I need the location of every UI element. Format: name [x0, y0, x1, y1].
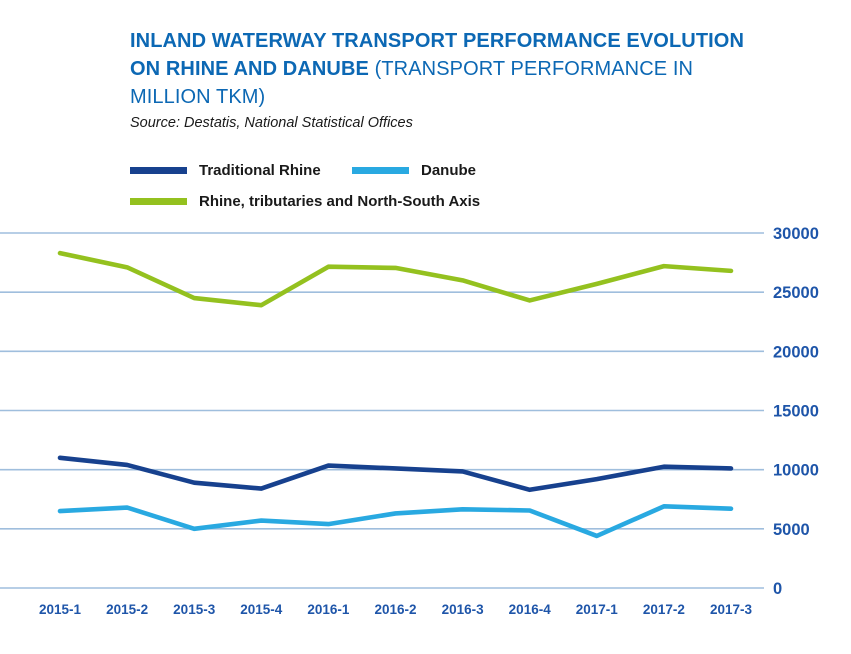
x-axis-tick-label: 2015-3: [173, 602, 216, 617]
x-axis-tick-label: 2016-4: [508, 602, 551, 617]
x-axis-tick-label: 2015-2: [106, 602, 149, 617]
y-axis-tick-label: 0: [773, 580, 783, 598]
chart-title-main: INLAND WATERWAY TRANSPORT PERFORMANCE EVOLUTION ON RHINE AND DANUBE: [130, 30, 744, 80]
x-axis-tick-label: 2016-1: [307, 602, 350, 617]
y-axis-tick-label: 30000: [773, 225, 819, 243]
x-axis-tick-label: 2015-4: [240, 602, 283, 617]
x-axis-tick-label: 2017-2: [642, 602, 685, 617]
legend-label-danube: Danube: [421, 161, 477, 179]
x-axis-tick-label: 2015-1: [38, 602, 82, 617]
x-axis-tick-label: 2016-3: [441, 602, 484, 617]
x-axis-tick-label: 2017-1: [575, 602, 618, 617]
series-line-danube: [60, 506, 731, 536]
legend-label-traditional-rhine: Traditional Rhine: [199, 161, 321, 179]
chart-title-subtitle: (TRANSPORT PERFORMANCE IN MILLION TKM): [130, 58, 694, 108]
source-attribution: Source: Destatis, National Statistical Offices: [130, 115, 413, 131]
y-axis-tick-label: 25000: [773, 284, 819, 303]
x-axis-tick-label: 2016-2: [374, 602, 417, 617]
y-axis-tick-label: 5000: [773, 520, 810, 539]
series-line-traditional-rhine: [60, 458, 731, 490]
legend-label-rhine-tributaries: Rhine, tributaries and North-South Axis: [199, 192, 481, 210]
y-axis-tick-label: 15000: [773, 402, 819, 421]
y-axis-tick-label: 10000: [773, 461, 819, 480]
x-axis-tick-label: 2017-3: [709, 602, 753, 617]
y-axis-tick-label: 20000: [773, 343, 819, 362]
series-line-rhine-tributaries-and-north-south-axis: [60, 253, 731, 305]
